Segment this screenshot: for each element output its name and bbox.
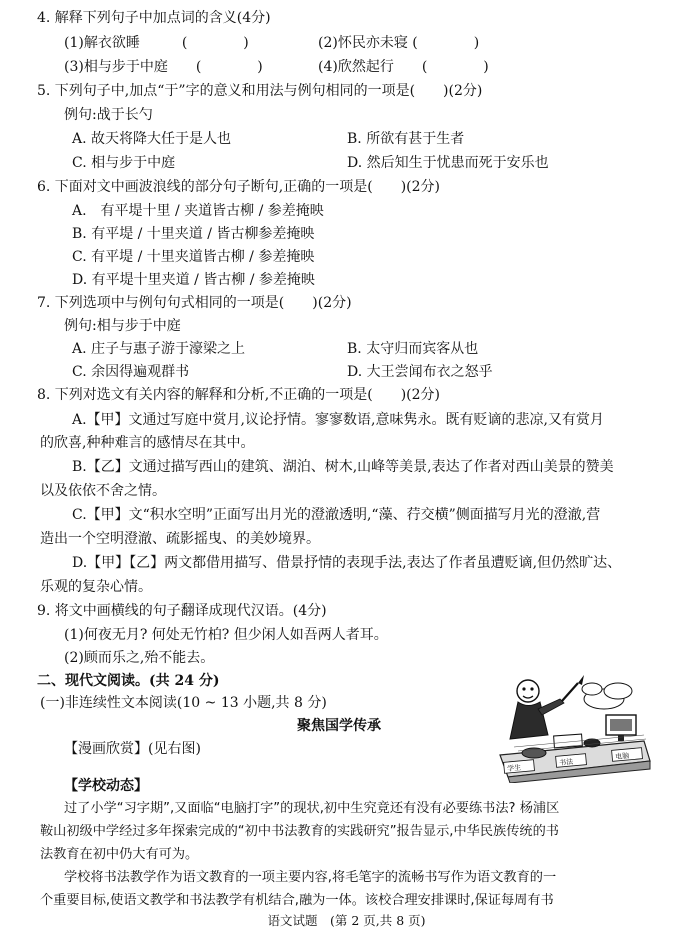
q6-option-a: A. 有平堤十里 / 夹道皆古柳 / 参差掩映 [72,203,324,219]
q4-item-2: (2)怀民亦未寝 ( ) [318,35,480,51]
q7-stem: 7. 下列选项中与例句句式相同的一项是( )(2分) [37,295,352,311]
page-footer: 语文试题 (第 2 页,共 8 页) [267,913,426,928]
comic-label: 【漫画欣赏】(见右图) [64,741,201,757]
q8-line-d2: 乐观的复杂心情。 [40,579,152,595]
q8-line-b1: B.【乙】文通过描写西山的建筑、湖泊、树木,山峰等美景,表达了作者对西山美景的赞美 [72,459,614,475]
q4-stem: 4. 解释下列句子中加点词的含义(4分) [37,10,271,26]
q8-line-c1: C.【甲】文“积水空明”正面写出月光的澄澈透明,“藻、荇交横”侧面描写月光的澄澈,营 [72,507,601,523]
q8-line-a2: 的欣喜,种种难言的感情尽在其中。 [40,435,255,451]
q5-option-a: A. 故天将降大任于是人也 [72,131,232,147]
q5-stem: 5. 下列句子中,加点“于”字的意义和用法与例句相同的一项是( )(2分) [37,83,483,99]
q5-example: 例句:战于长勺 [64,107,153,123]
q4-item-3: (3)相与步于中庭 ( ) [64,59,263,75]
q7-option-c: C. 余因得遍观群书 [72,364,190,380]
comic-sign-3: 电脑 [614,751,630,762]
comic-sign-2: 书法 [558,757,574,768]
q5-option-d: D. 然后知生于忧患而死于安乐也 [347,155,549,171]
news-line-2: 鞍山初级中学经过多年探索完成的“初中书法教育的实践研究”报告显示,中华民族传统的书 [40,824,559,839]
q8-line-d1: D.【甲】【乙】两文都借用描写、借景抒情的表现手法,表达了作者虽遭贬谪,但仍然旷达、 [72,555,622,571]
q6-option-c: C. 有平堤 / 十里夹道皆古柳 / 参差掩映 [72,249,315,265]
q6-option-b: B. 有平堤 / 十里夹道 / 皆古柳参差掩映 [72,226,315,242]
q8-stem: 8. 下列对选文有关内容的解释和分析,不正确的一项是( )(2分) [37,387,441,403]
comic-sign-1: 学生 [506,763,522,774]
q5-option-c: C. 相与步于中庭 [72,155,176,171]
news-line-5: 个重要目标,使语文教学和书法教学有机结合,融为一体。该校合理安排课时,保证每周有书 [40,893,554,908]
cartoon-illustration [494,669,654,783]
q8-line-b2: 以及依依不舍之情。 [40,483,166,499]
section2-title: 二、现代文阅读。(共 24 分) [37,673,220,689]
news-label: 【学校动态】 [64,778,148,794]
q9-item-1: (1)何夜无月? 何处无竹柏? 但少闲人如吾两人者耳。 [64,627,388,643]
q6-option-d: D. 有平堤十里夹道 / 皆古柳 / 参差掩映 [72,272,315,288]
q8-line-a1: A.【甲】文通过写庭中赏月,议论抒情。寥寥数语,意味隽永。既有贬谪的悲凉,又有赏月 [72,412,604,428]
q7-example: 例句:相与步于中庭 [64,318,181,334]
q7-option-d: D. 大王尝闻布衣之怒乎 [347,364,493,380]
section2-topic: 聚焦国学传承 [297,718,381,734]
q8-line-c2: 造出一个空明澄澈、疏影摇曳、的美妙境界。 [40,531,320,547]
q7-option-b: B. 太守归而宾客从也 [347,341,479,357]
q4-item-1: (1)解衣欲睡 ( ) [64,35,249,51]
q7-option-a: A. 庄子与惠子游于濠梁之上 [72,341,246,357]
q9-stem: 9. 将文中画横线的句子翻译成现代汉语。(4分) [37,603,327,619]
q6-stem: 6. 下面对文中画波浪线的部分句子断句,正确的一项是( )(2分) [37,179,441,195]
news-line-1: 过了小学“习字期”,又面临“电脑打字”的现状,初中生究竟还有没有必要练书法? 杨浦区 [64,801,560,816]
q5-option-b: B. 所欲有甚于生者 [347,131,465,147]
q9-item-2: (2)顾而乐之,殆不能去。 [64,650,215,666]
news-line-4: 学校将书法教学作为语文教育的一项主要内容,将毛笔字的流畅书写作为语文教育的一 [64,870,557,885]
q4-item-4: (4)欣然起行 ( ) [318,59,489,75]
section2-subtitle: (一)非连续性文本阅读(10 ~ 13 小题,共 8 分) [40,695,327,711]
news-line-3: 法教育在初中仍大有可为。 [40,847,199,862]
